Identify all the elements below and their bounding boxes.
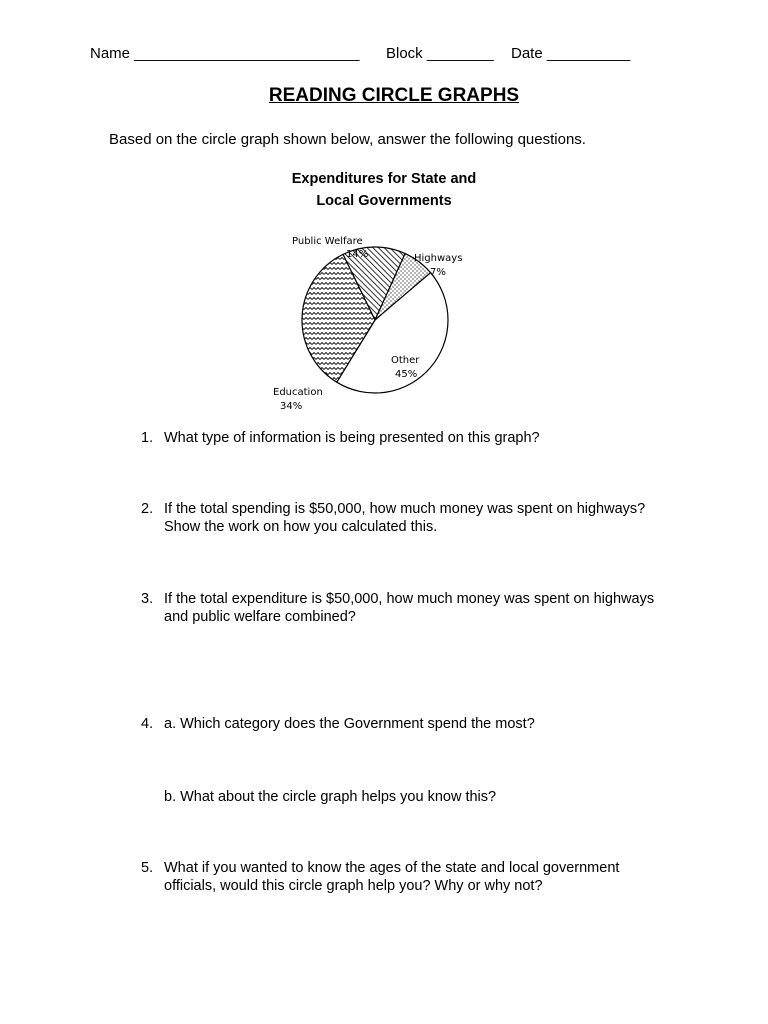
slice-label-other: Other — [391, 355, 420, 366]
question-line: a. Which category does the Government spend the most? — [164, 716, 535, 732]
slice-label-highways: Highways — [414, 253, 463, 264]
question-line: What if you wanted to know the ages of the state and local government — [164, 860, 620, 876]
question-line: b. What about the circle graph helps you know this? — [164, 789, 497, 805]
slice-value-highways: 7% — [430, 267, 446, 278]
pie-chart — [260, 226, 500, 416]
question-line: Show the work on how you calculated this. — [164, 519, 438, 535]
question-text — [164, 788, 496, 806]
page-title: READING CIRCLE GRAPHS — [268, 85, 520, 106]
date-field-label: Date __________ — [511, 45, 631, 62]
question-line: officials, would this circle graph help you? Why or why not? — [164, 878, 543, 894]
slice-value-education: 34% — [280, 401, 303, 412]
question-number: 2. — [141, 501, 154, 517]
question-text — [164, 715, 535, 733]
question-number: 5. — [141, 860, 154, 876]
chart-title-line-2: Local Governments — [316, 193, 452, 209]
block-field-label: Block ________ — [386, 45, 494, 62]
instructions-text: Based on the circle graph shown below, answer the following questions. — [109, 131, 586, 148]
slice-label-education: Education — [273, 387, 323, 398]
chart-title-line-1: Expenditures for State and — [291, 171, 477, 187]
question-line: If the total expenditure is $50,000, how much money was spent on highways — [164, 591, 655, 607]
name-field-label: Name ___________________________ — [90, 45, 360, 62]
question-line: and public welfare combined? — [164, 609, 356, 625]
question-line: If the total spending is $50,000, how much money was spent on highways? — [164, 501, 646, 517]
slice-value-public-welfare: 14% — [346, 249, 369, 260]
question-line: What type of information is being presented on this graph? — [164, 430, 540, 446]
question-text — [164, 859, 619, 895]
question-text — [164, 590, 654, 626]
slice-value-other: 45% — [395, 369, 418, 380]
question-number: 4. — [141, 716, 154, 732]
question-number: 1. — [141, 430, 154, 446]
question-number: 3. — [141, 591, 154, 607]
question-text — [164, 429, 540, 447]
slice-label-public-welfare: Public Welfare — [292, 236, 363, 247]
question-text — [164, 500, 645, 536]
